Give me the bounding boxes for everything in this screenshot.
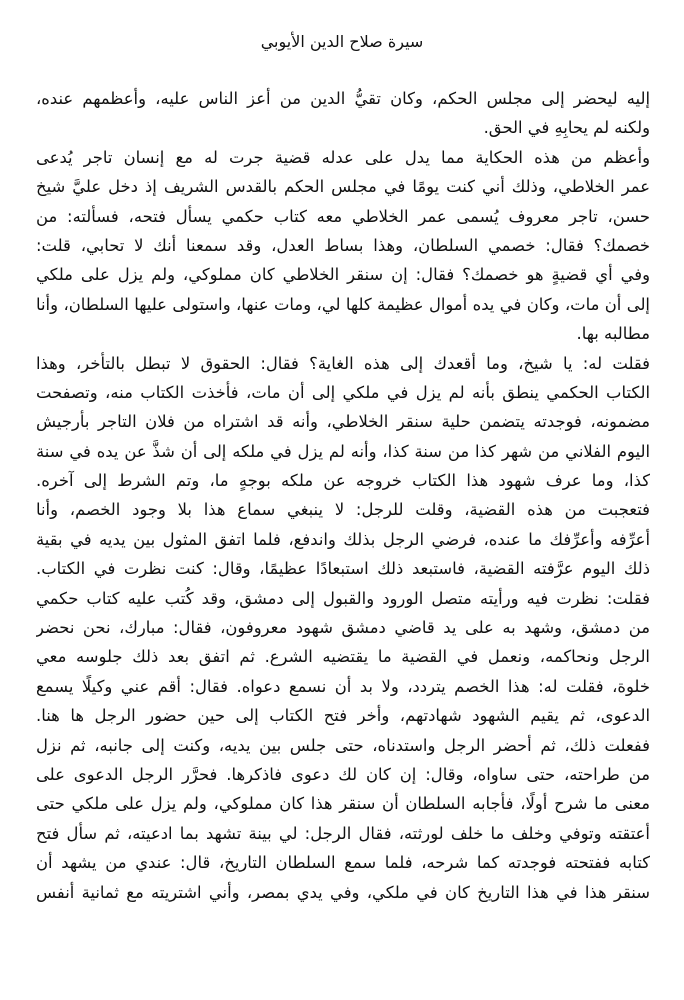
text-line: الكتاب الحكمي ينطق بأنه لم يزل في ملكي إلى أن مات، فأخذت الكتاب منه، وتصفحت (36, 382, 650, 402)
text-line: الرجل ونحاكمه، ونعمل في القضية ما يقتضيه الشرع. ثم اتفق بعد ذلك جلوسه معي (36, 647, 650, 667)
text-line: عمر الخلاطي، وذلك أني كنت يومًا في مجلس الحكم بالقدس الشريف إذ دخل عليَّ شيخ (36, 177, 650, 197)
text-line: الدعوى، ثم يقيم الشهود شهادتهم، وأخر فتح الكتاب إلى حين حضور الرجل ها هنا. (36, 706, 650, 726)
text-line: وفي أي قضيةٍ هو خصمك؟ فقال: إن سنقر الخلاطي كان مملوكي، ولم يزل على ملكي (36, 265, 650, 285)
text-line: كذا، وما عرف شهود هذا الكتاب خروجه عن ملكه بوجهٍ ما، وتم الشرط إلى آخره. (36, 471, 650, 491)
text-line: إلى أن مات، وكان في يده أموال عظيمة كلها لي، ومات عنها، واستولى عليها السلطان، وأنا (36, 294, 650, 314)
text-line: من طراحته، حتى ساواه، وقال: إن كان لك دعوى فاذكرها. فحرَّر الرجل الدعوى على (36, 764, 650, 784)
text-line: ذلك اليوم عرَّفته القضية، فاستبعد ذلك استبعادًا عظيمًا، وقال: كنت نظرت في الكتاب. (36, 559, 650, 579)
text-line: حسن، تاجر معروف يُسمى عمر الخلاطي معه كتاب حكمي يسأل فتحه، فسألته: من (36, 206, 650, 226)
text-line: من دمشق، وشهد به على يد قاضي دمشق شهود معروفون، فقال: مبارك، نحن نحضر (36, 618, 650, 638)
text-line: وأعظم من هذه الحكاية مما يدل على عدله قضية جرت له مع إنسان تاجر يُدعى (36, 147, 650, 167)
body-text (36, 84, 650, 907)
text-line: أعتقته وتوفي وخلف ما خلف لورثته، فقال الرجل: لي بينة تشهد بما ادعيته، ثم سأل فتح (36, 823, 650, 843)
text-line: ففعلت ذلك، ثم أحضر الرجل واستدناه، حتى جلس بين يديه، وكنت إلى جانبه، ثم نزل (36, 735, 650, 755)
text-line: مضمونه، فوجدته يتضمن حلية سنقر الخلاطي، وأنه قد اشتراه من فلان التاجر بأرجيش (36, 412, 650, 432)
text-line: خصمك؟ فقال: خصمي السلطان، وهذا بساط العدل، وقد سمعنا أنك لا تحابي، قلت: (36, 235, 650, 255)
text-line: خلوة، فقلت له: هذا الخصم يتردد، ولا بد أن نسمع دعواه. فقال: أقم عني وكيلًا يسمع (36, 676, 650, 696)
text-line: اليوم الفلاني من شهر كذا من سنة كذا، وأنه لم يزل في ملكه إلى أن شذَّ عن يده في سنة (36, 441, 650, 461)
text-line: ولكنه لم يحابِهِ في الحق. (483, 118, 650, 138)
text-line: سنقر هذا في هذا التاريخ كان في ملكي، وفي يدي بمصر، وأني اشتريته مع ثمانية أنفس (36, 882, 650, 902)
running-header: سيرة صلاح الدين الأيوبي (260, 32, 424, 51)
text-line: فقلت له: يا شيخ، وما أقعدك إلى هذه الغاية؟ فقال: الحقوق لا تبطل بالتأخر، وهذا (36, 353, 650, 373)
text-line: إليه ليحضر إلى مجلس الحكم، وكان تقيُّ الدين من أعز الناس عليه، وأعظمهم عنده، (36, 89, 650, 108)
text-line: فتعجبت من هذه القضية، وقلت للرجل: لا ينبغي سماع هذا بلا وجود الخصم، وأنا (36, 500, 650, 520)
text-line: أعرِّفه وأعرِّفك ما عنده، فرضي الرجل بذلك واندفع، فلما اتفق المثول بين يديه في بقية (36, 529, 650, 549)
text-line: مطالبه بها. (576, 324, 650, 344)
text-line: معنى ما شرح أولًا، فأجابه السلطان أن سنقر هذا كان مملوكي، ولم يزل على ملكي حتى (36, 794, 650, 814)
text-line: فقلت: نظرت فيه ورأيته متصل الورود والقبول إلى دمشق، وقد كُتب عليه كتاب حكمي (36, 588, 650, 608)
text-line: كتابه ففتحته فوجدته كما شرحه، فلما سمع السلطان التاريخ، قال: عندي من يشهد أن (36, 853, 650, 873)
